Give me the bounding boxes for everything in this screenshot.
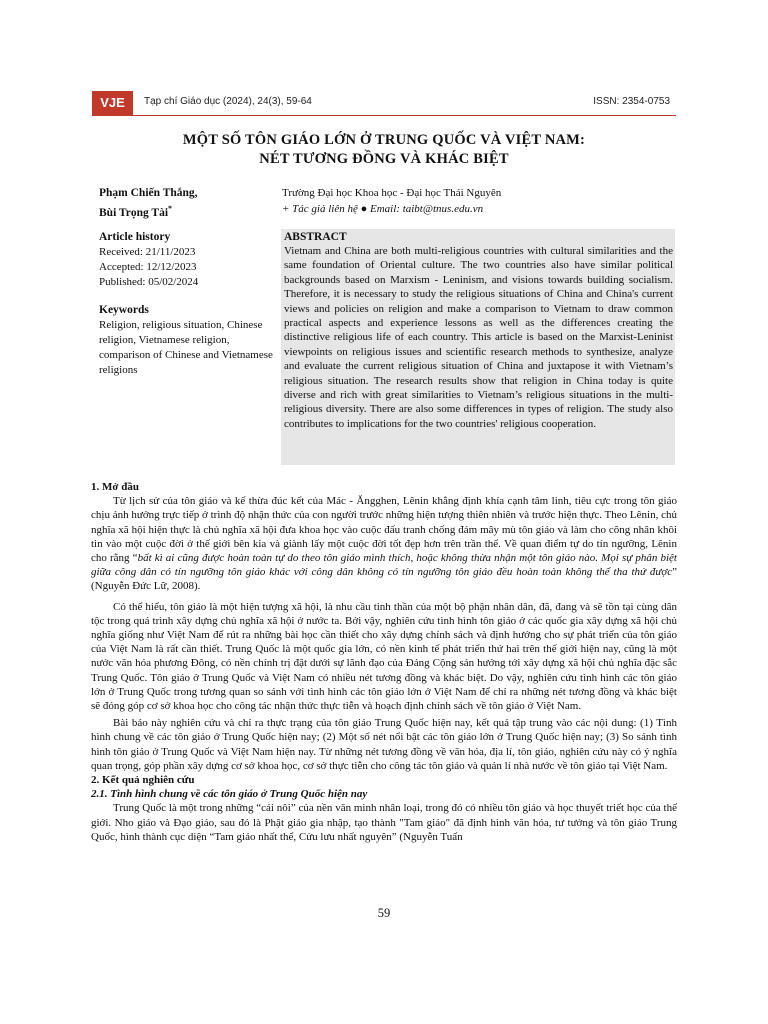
contact-email: + Tác giả liên hệ ● Email: taibt@tnus.edu.vn [282,203,484,215]
published-date: Published: 05/02/2024 [99,276,199,288]
history-heading: Article history [99,231,171,243]
affiliation-block [282,185,501,217]
journal-header [92,91,676,115]
journal-citation: Tạp chí Giáo dục (2024), 24(3), 59-64 [144,96,312,107]
journal-logo: VJE [92,91,133,115]
corresponding-mark: * [168,204,173,213]
paragraph-1-citation: ” (Nguyễn Đức Lữ, 2008). [91,566,677,593]
author-list [99,185,198,221]
accepted-date: Accepted: 12/12/2023 [99,261,197,273]
section-heading-results: 2. Kết quả nghiên cứu [91,774,195,787]
header-divider [92,115,676,116]
author-1: Phạm Chiến Thắng, [99,187,198,199]
paragraph-1-text: Từ lịch sử của tôn giáo và kế thừa đúc kết của Mác - Ăngghen, Lênin khẳng định khía cạnh tâm linh, tiêu cực trong tôn giáo chịu ảnh hưởng trực tiếp ở trình độ nhận thức của con người trước những hiện tượng thiên nhiên và trước hiện thực. Theo Lênin, chủ nghĩa xã hội hiện thực là chủ nghĩa xã hội đưa khoa học vào cuộc đấu tranh chống đám mây mù tôn giáo và làm cho công nhân khôi tin vào một cuộc đời ở thế giới bên kia và giành lấy một cuộc đời tốt đẹp hơn trên trần thế. Về quan điểm tự do tín ngưỡng, Lênin cho rằng “ [91,495,677,565]
affiliation: Trường Đại học Khoa học - Đại học Thái Nguyên [282,187,502,199]
title-line-2: NÉT TƯƠNG ĐỒNG VÀ KHÁC BIỆT [259,151,509,167]
subsection-heading-2-1: 2.1. Tình hình chung về các tôn giáo ở Trung Quốc hiện nay [91,788,368,801]
paragraph-2: Có thể hiểu, tôn giáo là một hiện tượng xã hội, là nhu cầu tinh thần của một bộ phận nhân dân, đã, đang và sẽ tồn tại cùng dân tộc trong quá trình xây dựng chủ nghĩa xã hội ở nước ta. Bởi vậy, nghiên cứu tình hình tôn giáo ở các quốc gia xây dựng xã hội chủ nghĩa giống như Việt Nam để rút ra những bài học cần thiết cho xây dựng chính sách và định hướng cho sự phát triển của tôn giáo của Việt Nam là rất cần thiết. Trung Quốc là một quốc gia lớn, có nền kinh tế phát triển thứ hai trên thế giới hiện nay, cũng là một nước văn hóa phương Đông, có nền chính trị đặt dưới sự lãnh đạo của Đảng Cộng sản hướng tới xây dựng xã hội chủ nghĩa đặc sắc Trung Quốc. Tôn giáo ở Trung Quốc và Việt Nam có nhiều nét tương đồng và khác biệt. Do vậy, nghiên cứu tình hình các tôn giáo lớn ở Trung Quốc trong tương quan so sánh với tình hình các tôn giáo lớn ở Việt Nam để chỉ ra những nét tương đồng và khác biệt sẽ đóng góp cơ sở khoa học cho công tác nhận thức thực tiễn và hoạch định chính sách về tôn giáo ở Việt Nam. [91,600,677,713]
author-2-name: Bùi Trọng Tài [99,206,169,219]
issn: ISSN: 2354-0753 [593,96,670,107]
paragraph-3: Bài báo này nghiên cứu và chỉ ra thực trạng của tôn giáo Trung Quốc hiện nay, kết quả tập trung vào các nội dung: (1) Tình hình chung về các tôn giáo ở Trung Quốc hiện nay; (2) Một số nét nổi bật các tôn giáo lớn ở Trung Quốc hiện nay; (3) So sánh tình hình tôn giáo ở Trung Quốc và Việt Nam hiện nay. Từ những nét tương đồng về văn hóa, địa lí, tôn giáo, nghiên cứu này có ý nghĩa quan trọng, góp phần xây dựng cơ sở khoa học, cơ sở thực tiễn cho công tác tôn giáo và quản lí nhà nước về tôn giáo tại Việt Nam. [91,717,677,772]
article-title [92,131,676,169]
section-heading-intro: 1. Mở đầu [91,481,139,493]
keywords-block [99,303,277,378]
author-2 [99,201,198,221]
title-line-1: MỘT SỐ TÔN GIÁO LỚN Ở TRUNG QUỐC VÀ VIỆT NAM: [182,132,586,148]
keywords-text: Religion, religious situation, Chinese religion, Vietnamese religion, comparison of Chinese and Vietnamese religions [99,319,273,376]
article-history [99,230,274,290]
page-number: 59 [377,906,391,920]
abstract-heading: ABSTRACT [284,231,347,243]
article-body [91,480,677,844]
abstract-text: Vietnam and China are both multi-religious countries with cultural similarities and the same foundation of Oriental culture. The two countries also have similar political backgrounds based on Marxism - Leninism, and visions towards building socialism. Therefore, it is necessary to study the religious situations of China and China's current views and policies on religion and make a comparison to Vietnam to draw common practical aspects and experience lessons as well as the differences creating the distinctive religious life of each country. This article is based on the Marxist-Leninist viewpoints on religious issues and scientific research methods to synthesize, analyze and evaluate the current religious situation of China and juxtapose it with Vietnam’s religious situation. The research results show that religion in China today is quite diverse and rich with great similarities to Vietnam’s religious situations in the multi-religious diversity. There are also some differences in types of religion. The study also contributes to implications for the two countries' religious cooperation. [284,245,673,430]
abstract-box [281,229,675,465]
lenin-quote: bất kì ai cũng được hoàn toàn tự do theo tôn giáo mình thích, hoặc không thừa nhận một tôn giáo nào. Mọi sự phân biệt giữa công dân có tín ngưỡng tôn giáo khác với công dân không có tín ngưỡng tôn giáo đều hoàn toàn không thể tha thứ được [91,552,677,579]
received-date: Received: 21/11/2023 [99,246,196,258]
paragraph-1 [91,494,677,593]
paragraph-4: Trung Quốc là một trong những “cái nôi” của nền văn minh nhân loại, trong đó có nhiều tôn giáo và học thuyết triết học của thế giới. Nho giáo và Đạo giáo, sau đó là Phật giáo gia nhập, tạo thành "Tam giáo" đã định hình văn hóa, tư tưởng và tôn giáo Trung Quốc, hình thành cục diện “Tam giáo nhất thể, Cửu lưu nhất nguyên” (Nguyễn Tuấn [91,802,677,843]
keywords-heading: Keywords [99,304,149,316]
